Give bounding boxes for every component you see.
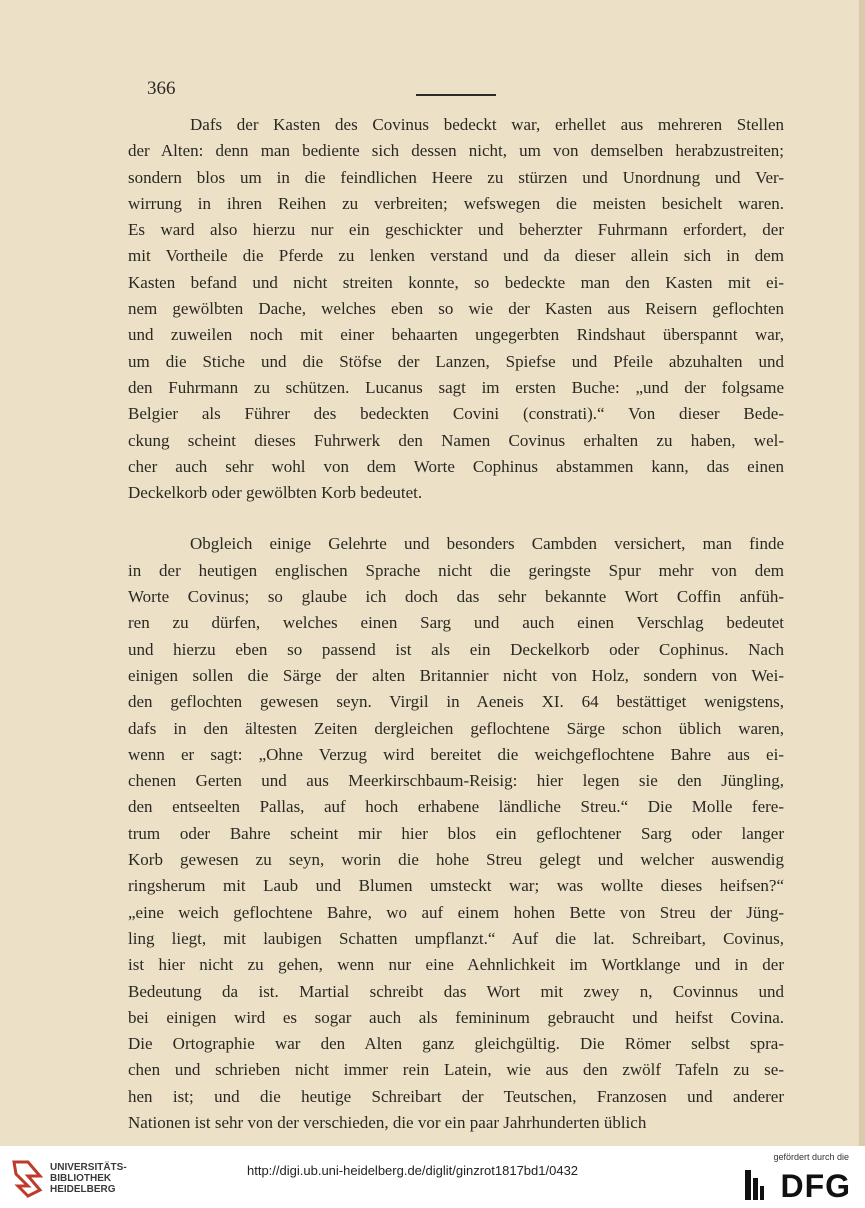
- viewer-footer: [0, 1146, 865, 1208]
- text-line: Kasten befand und nicht streiten konnte, so bedeckte man den Kasten mit ei-: [128, 272, 784, 292]
- university-library-logo-icon: [10, 1158, 46, 1200]
- body-text: [128, 112, 784, 1136]
- text-line: Dafs der Kasten des Covinus bedeckt war, erhellet aus mehreren Stellen: [190, 115, 784, 134]
- dfg-bars-icon: [745, 1170, 765, 1200]
- text-line: ringsherum mit Laub und Blumen umsteckt war; was wollte dieses heifsen?“: [128, 876, 784, 896]
- text-line: den geflochten gewesen seyn. Virgil in Aeneis XI. 64 bestättiget wenigstens,: [128, 692, 784, 712]
- text-line: und zuweilen noch mit einer behaarten ungegerbten Rindshaut überspannt war,: [128, 325, 784, 345]
- text-line: bei einigen wird es sogar auch als femininum gebraucht und heifst Covina.: [128, 1007, 784, 1027]
- text-line: chenen Gerten und aus Meerkirschbaum-Reisig: hier legen sie den Jüngling,: [128, 771, 784, 791]
- text-line: chen und schrieben nicht immer rein Latein, wie aus den zwölf Tafeln zu se-: [128, 1060, 784, 1080]
- text-line: Belgier als Führer des bedeckten Covini (constrati).“ Von dieser Bede-: [128, 404, 784, 424]
- text-line: ren zu dürfen, welches einen Sarg und auch einen Verschlag bedeutet: [128, 613, 784, 633]
- text-line: in der heutigen englischen Sprache nicht die geringste Spur mehr von dem: [128, 560, 784, 580]
- permalink-url[interactable]: http://digi.ub.uni-heidelberg.de/diglit/ginzrot1817bd1/0432: [247, 1163, 579, 1178]
- text-line: um die Stiche und die Stöfse der Lanzen, Spiefse und Pfeile abzuhalten und: [128, 351, 784, 371]
- text-line: wenn er sagt: „Ohne Verzug wird bereitet die weichgeflochtene Bahre aus ei-: [128, 744, 784, 764]
- text-line: Worte Covinus; so glaube ich doch das sehr bekannte Wort Coffin anfüh-: [128, 587, 784, 607]
- library-name-line: UNIVERSITÄTS-: [50, 1162, 127, 1173]
- text-line: Korb gewesen zu seyn, worin die hohe Streu gelegt und welcher auswendig: [128, 850, 784, 870]
- text-line: Obgleich einige Gelehrte und besonders Cambden versichert, man finde: [190, 534, 784, 554]
- text-line: Es ward also hierzu nur ein geschickter und beherzter Fuhrmann erfordert, der: [128, 220, 784, 240]
- header-rule: [416, 94, 496, 96]
- text-line: Deckelkorb oder gewölbten Korb bedeutet.: [128, 483, 423, 503]
- text-line: einigen sollen die Särge der alten Britannier nicht von Holz, sondern von Wei-: [128, 665, 784, 685]
- text-line: ist hier nicht zu gehen, wenn nur eine Aehnlichkeit im Wortklange und in der: [128, 955, 784, 975]
- page-number: 366: [147, 78, 176, 99]
- text-line: sondern blos um in die feindlichen Heere zu stürzen und Unordnung und Ver-: [128, 167, 784, 187]
- text-line: nem gewölbten Dache, welches eben so wie der Kasten aus Reisern geflochten: [128, 299, 784, 319]
- dfg-logo: DFG: [780, 1168, 851, 1204]
- text-line: ling liegt, mit laubigen Schatten umpflanzt.“ Auf die lat. Schreibart, Covinus,: [128, 928, 784, 948]
- text-line: Nationen ist sehr von der verschieden, die vor ein paar Jahrhunderten üblich: [128, 1112, 647, 1132]
- library-name-line: HEIDELBERG: [50, 1184, 116, 1195]
- text-line: cher auch sehr wohl von dem Worte Cophinus abstammen kann, das einen: [128, 456, 784, 476]
- text-line: den Fuhrmann zu schützen. Lucanus sagt im ersten Buche: „und der folgsame: [128, 377, 784, 397]
- text-line: hen ist; und die heutige Schreibart der Teutschen, Franzosen und anderer: [128, 1086, 784, 1106]
- text-line: und hierzu eben so passend ist als ein Deckelkorb oder Cophinus. Nach: [128, 639, 784, 659]
- page-edge: [859, 0, 865, 1146]
- paragraph-2: [128, 531, 784, 1136]
- paragraph-1: [128, 112, 784, 506]
- text-line: Die Ortographie war den Alten ganz gleichgültig. Die Römer selbst spra-: [128, 1034, 784, 1054]
- funding-text: gefördert durch die: [773, 1152, 849, 1162]
- text-line: mit Vortheile die Pferde zu lenken verstand und da dieser allein sich in dem: [128, 246, 784, 266]
- text-line: ckung scheint dieses Fuhrwerk den Namen Covinus erhalten zu haben, wel-: [128, 430, 784, 450]
- text-line: „eine weich geflochtene Bahre, wo auf einem hohen Bette von Streu der Jüng-: [128, 902, 784, 922]
- library-name: [50, 1162, 127, 1195]
- text-line: trum oder Bahre scheint mir hier blos ein geflochtener Sarg oder langer: [128, 823, 784, 843]
- library-name-line: BIBLIOTHEK: [50, 1173, 112, 1184]
- text-line: dafs in den ältesten Zeiten dergleichen geflochtene Särge schon üblich waren,: [128, 718, 784, 738]
- text-line: der Alten: denn man bediente sich dessen nicht, um von demselben herabzustreiten;: [128, 141, 784, 161]
- text-line: Bedeutung da ist. Martial schreibt das Wort mit zwey n, Covinnus und: [128, 981, 784, 1001]
- text-line: den entseelten Pallas, auf hoch erhabene ländliche Streu.“ Die Molle fere-: [128, 797, 784, 817]
- text-line: wirrung in ihren Reihen zu verbreiten; wefswegen die meisten besichelt waren.: [128, 193, 784, 213]
